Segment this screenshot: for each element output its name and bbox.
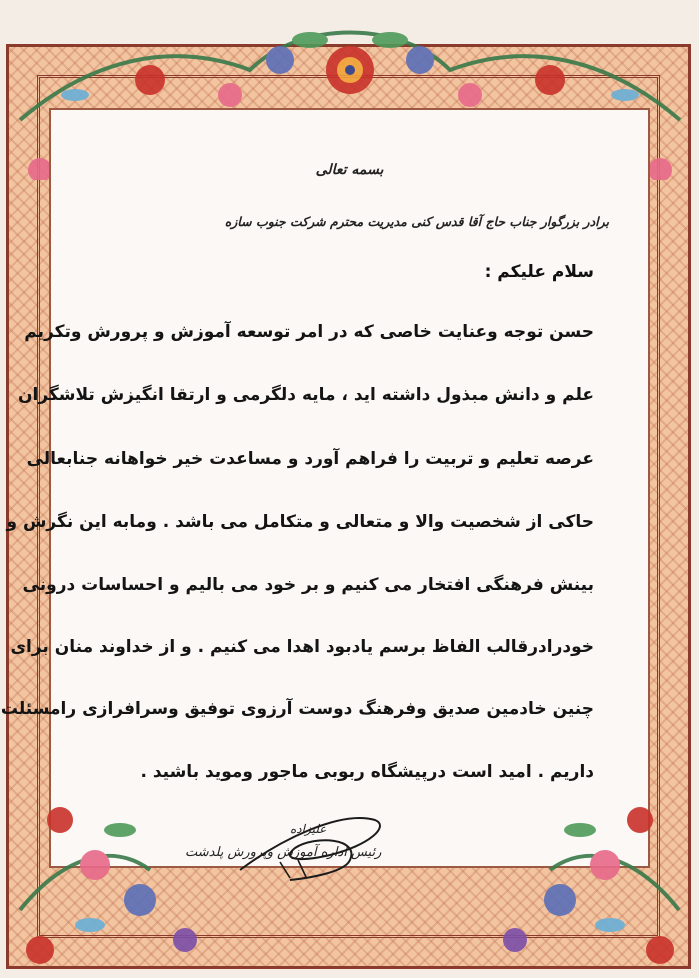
addressee-line: برادر بزرگوار جناب حاج آقا قدس کنی مدیریت محترم شرکت جنوب سازه [224,214,609,229]
signatory-title: رئیس اداره آموزش وپرورش پلدشت [185,845,382,860]
body-line: بینش فرهنگی افتخار می کنیم و بر خود می بالیم و احساسات درونی [22,575,594,595]
greeting-text: سلام علیکم : [484,262,594,282]
body-line: حاکی از شخصیت والا و متعالی و متکامل می باشد . ومابه این نگرش و [6,512,594,532]
body-line: داریم . امید است درپیشگاه ربوبی ماجور وموید باشید . [140,762,594,782]
invocation-heading: بسمه تعالی [315,162,384,178]
body-line: علم و دانش مبذول داشته اید ، مایه دلگرمی و ارتقا انگیزش تلاشگران [18,385,594,405]
body-line: چنین خادمین صدیق وفرهنگ دوست آرزوی توفیق وسرافرازی رامسئلت [0,699,594,719]
body-line: عرصه تعلیم و تربیت را فراهم آورد و مساعدت خیر خواهانه جنابعالی [26,449,594,469]
signatory-name: علیزاده [290,822,327,836]
body-line: خودرادرقالب الفاظ برسم یادبود اهدا می کنیم . و از خداوند منان برای [10,637,594,657]
body-line: حسن توجه وعنایت خاصی که در امر توسعه آموزش و پرورش وتکریم [24,322,594,342]
signature-scribble-icon [220,800,390,885]
